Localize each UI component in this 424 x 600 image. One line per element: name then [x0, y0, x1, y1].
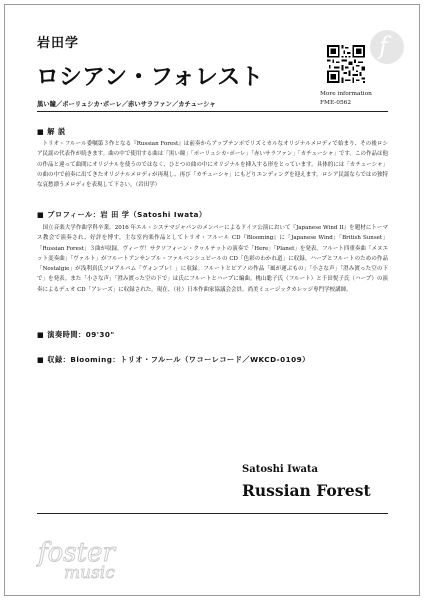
profile-heading: ■ プロフィール：岩 田 学（Satoshi Iwata） — [37, 210, 207, 219]
piece-subtitle-jp: 黒い瞳／ポーリュシカ･ポーレ／赤いサラファン／カチューシャ — [37, 101, 216, 108]
composer-name-en: Satoshi Iwata — [242, 464, 319, 475]
duration-heading: ■ 演奏時間：09'30" — [37, 330, 115, 339]
logo-letter: f — [379, 32, 388, 60]
more-info-block — [320, 90, 372, 108]
piece-title-en: Russian Forest — [242, 481, 371, 500]
commentary-text: トリオ・フルール委嘱第３作となる『Russian Forest』は前奏からアップテンポでリズミカルなオリジナルメロディで始まり、その後ロシア民謡の代表作が続きます。曲の中で使用する曲は「黒い瞳」「ポーリュシカ･ポーレ」「赤いサラファン」「カチューシャ」です。この作品は他の作品と違って曲間にオリジナルを使うのではなく、ひとつの曲の中にオリジナルを挿入する形をとっています。具体的には「カチューシャ」の曲の中で前奏に出てきたオリジナルメロディが再現し、再び「カチューシャ」にもどりエンディングを迎えます。ロシア民謡ならではの独特な哀愁漂うメロディを表現して下さい。（岩田学） — [37, 141, 388, 189]
logo-brand-top: foster — [38, 538, 115, 568]
qr-code-icon[interactable] — [327, 45, 365, 83]
composer-name-jp: 岩田学 — [37, 36, 80, 51]
publisher-f-logo-icon — [370, 30, 404, 64]
recording-heading: ■ 収録：Blooming：トリオ・フルール（ワコーレコード／WKCD-0109） — [37, 355, 310, 364]
footer-divider — [37, 513, 388, 514]
header-divider — [37, 111, 388, 112]
more-info-label: More information — [320, 91, 372, 97]
logo-brand-bottom: music — [64, 563, 115, 583]
foster-music-logo-icon — [36, 535, 126, 585]
catalog-number: FME-0562 — [320, 100, 352, 106]
profile-text: 国立音楽大学作曲学科卒業。2016 年エル・システマジャパンのメンバーによるドイツ公演において『Japanese Wind II』を題材にトーマス教会で演奏され、好評を博す。主な室内楽作品としてトリオ・フルール CD『Blooming』に「Japanese Wind」「British Sunset」「Russian Forest」３曲が収録。ヴィーヴ！サクソフォーン・クヮルテットの演奏で「Here」「Planet」を発表。フルート四重奏曲「メヌエット変奏曲」「ヴァルト」がフルートアンサンブル・ファルベンシュピールの CD「色彩のわかれ道」に収録。ハープとフルートのための作品「Nostalgie」が浅利真氏ソロアルバム「ヴォンブレ！」に収録。フルートとピアノの作品「風が運ぶもの」「小さな声」「澄み渡った空の下で」を発表。また「小さな声」「澄み渡った空の下で」は氏にフルートとハープに編曲。桃山聡子氏（フルート）と千田悦子氏（ハープ）の演奏によるデュオ CD「アレーズ」に収録された。現在、（社）日本作曲家協議会会員。尚美ミュージックカレッジ専門学校講師。 — [37, 225, 388, 293]
commentary-heading: ■ 解 説 — [37, 127, 66, 136]
piece-title-jp: ロシアン・フォレスト — [36, 64, 264, 90]
